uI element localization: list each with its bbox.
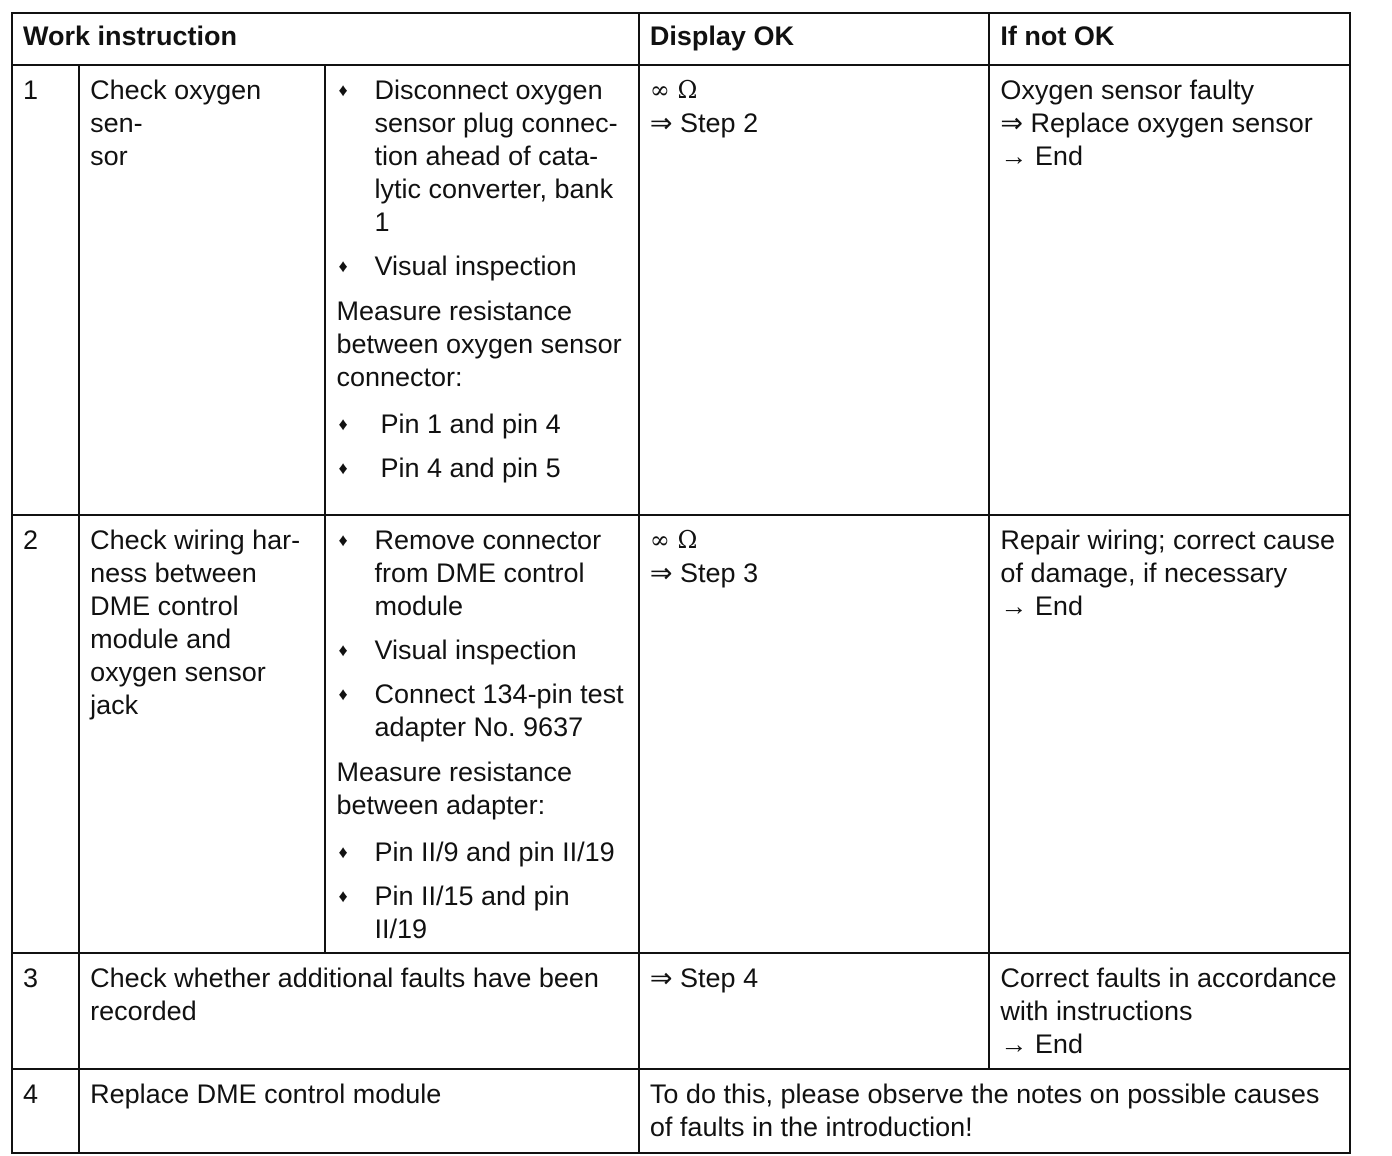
list-item: ♦ Visual inspection bbox=[338, 251, 577, 281]
pin-list bbox=[336, 408, 627, 485]
header-if-not-ok: If not OK bbox=[989, 13, 1350, 65]
table-row bbox=[12, 1069, 1350, 1153]
diamond-bullet-icon: ♦ bbox=[338, 458, 348, 478]
procedure-list bbox=[336, 524, 627, 744]
not-ok-cell bbox=[989, 65, 1350, 515]
list-item: ♦ Pin 1 and pin 4 bbox=[338, 409, 561, 439]
next-step: ⇒ Step 4 bbox=[649, 963, 759, 993]
diamond-bullet-icon: ♦ bbox=[338, 530, 348, 550]
not-ok-line: → End bbox=[1000, 141, 1083, 171]
display-ok-cell bbox=[639, 515, 990, 953]
step-action: Replace DME control module bbox=[79, 1069, 639, 1153]
display-ok-cell bbox=[639, 65, 990, 515]
list-item: ♦ Remove connector from DME control module bbox=[338, 525, 602, 621]
procedure-list bbox=[336, 74, 627, 283]
step-action-line: sor bbox=[90, 141, 128, 171]
list-item: ♦ Pin 4 and pin 5 bbox=[338, 453, 561, 483]
resistance-value: ∞ Ω bbox=[649, 76, 698, 104]
step-number: 2 bbox=[12, 515, 79, 953]
diamond-bullet-icon: ♦ bbox=[338, 80, 348, 100]
table-row bbox=[12, 953, 1350, 1069]
step-number: 4 bbox=[12, 1069, 79, 1153]
step-procedure bbox=[325, 65, 638, 515]
step-action bbox=[79, 65, 325, 515]
list-item: ♦ Pin II/9 and pin II/19 bbox=[338, 837, 615, 867]
resistance-value: ∞ Ω bbox=[649, 526, 698, 554]
list-item: ♦ Pin II/15 and pin II/19 bbox=[338, 881, 570, 944]
not-ok-line: Oxygen sensor faulty bbox=[1000, 75, 1255, 105]
diamond-bullet-icon: ♦ bbox=[338, 684, 348, 704]
not-ok-cell bbox=[989, 953, 1350, 1069]
header-display-ok: Display OK bbox=[639, 13, 990, 65]
not-ok-cell bbox=[989, 515, 1350, 953]
diamond-bullet-icon: ♦ bbox=[338, 886, 348, 906]
display-ok-cell bbox=[639, 953, 990, 1069]
diamond-bullet-icon: ♦ bbox=[338, 842, 348, 862]
step-procedure bbox=[325, 515, 638, 953]
list-item: ♦ Disconnect oxygen sensor plug connec-tion ahead of cata-lytic converter, bank 1 bbox=[338, 75, 618, 237]
step-action-line: Check oxygen sen- bbox=[90, 75, 262, 138]
pin-list bbox=[336, 836, 627, 946]
step-number: 1 bbox=[12, 65, 79, 515]
diamond-bullet-icon: ♦ bbox=[338, 414, 348, 434]
step-note: To do this, please observe the notes on possible causes of faults in the introduction! bbox=[639, 1069, 1350, 1153]
next-step: ⇒ Step 3 bbox=[649, 558, 759, 588]
measure-instruction: Measure resistance between adapter: bbox=[336, 757, 573, 820]
diamond-bullet-icon: ♦ bbox=[338, 256, 348, 276]
step-number: 3 bbox=[12, 953, 79, 1069]
table-row bbox=[12, 65, 1350, 515]
not-ok-line: Correct faults in accordance with instructions bbox=[1000, 963, 1337, 1026]
not-ok-line: Repair wiring; correct cause of damage, if necessary bbox=[1000, 525, 1336, 588]
work-instruction-table bbox=[11, 12, 1351, 1154]
table-row bbox=[12, 515, 1350, 953]
list-item: ♦ Visual inspection bbox=[338, 635, 577, 665]
step-action: Check wiring har-ness between DME control module and oxygen sensor jack bbox=[79, 515, 325, 953]
header-work-instruction: Work instruction bbox=[12, 13, 639, 65]
not-ok-line: → End bbox=[1000, 1029, 1083, 1059]
list-item: ♦ Connect 134-pin test adapter No. 9637 bbox=[338, 679, 624, 742]
step-action: Check whether additional faults have been recorded bbox=[79, 953, 639, 1069]
not-ok-line: ⇒ Replace oxygen sensor bbox=[1000, 108, 1313, 138]
next-step: ⇒ Step 2 bbox=[649, 108, 759, 138]
table-header-row bbox=[12, 13, 1350, 65]
measure-instruction: Measure resistance between oxygen sensor connector: bbox=[336, 296, 622, 392]
not-ok-line: → End bbox=[1000, 591, 1083, 621]
diamond-bullet-icon: ♦ bbox=[338, 640, 348, 660]
